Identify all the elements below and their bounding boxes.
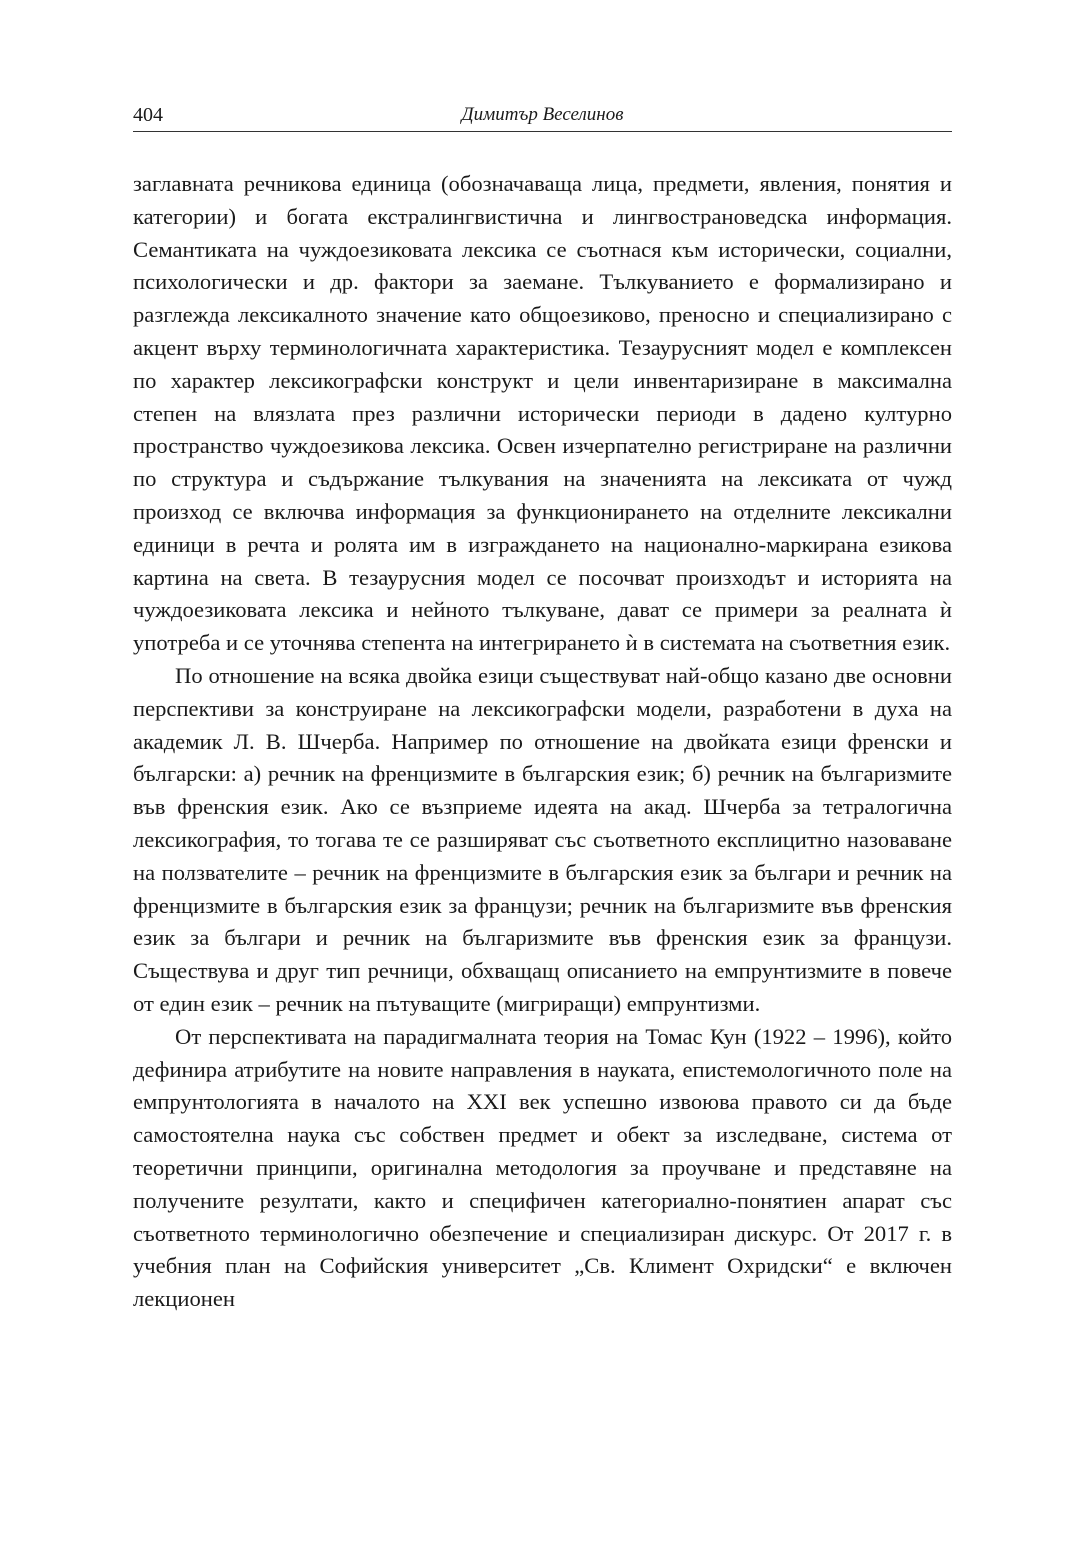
paragraph-1: заглавната речникова единица (обозначаваща лица, предмети, явления, понятия и категории) и богата екстралингвистична и лингвострановедска информация. Семантиката на чуждоезиковата лексика се съотнася към исторически, социални, психологически и др. фактори за заемане. Тълкуванието е формализирано и разглежда лексикалното значение като общоезиково, преносно и специализирано с акцент върху терминологичната характеристика. Тезаурусният модел е комплексен по характер лексикографски конструкт и цели инвентаризиране в максимална степен на влязлата през различни исторически периоди в дадено културно пространство чуждоезикова лексика. Освен изчерпателно регистриране на различни по структура и съдържание тълкувания на значенията на лексиката от чужд произход се включва информация за функционирането на отделните лексикални единици в речта и ролята им в изграждането на национално-маркирана езикова картина на света. В тезаурусния модел се посочват произходът и историята на чуждоезиковата лексика и нейното тълкуване, дават се примери за реалната ѝ употреба и се уточнява степента на интегрирането ѝ в системата на съответния език. (133, 171, 952, 656)
page-number: 404 (133, 104, 163, 126)
body-text (133, 168, 952, 1316)
page-header (133, 101, 952, 132)
paragraph-2: По отношение на всяка двойка езици съществуват най-общо казано две основни перспективи за конструиране на лексикографски модели, разработени в духа на академик Л. В. Шчерба. Например по отношение на двойката езици френски и български: а) речник на френцизмите в българския език; б) речник на българизмите във френския език. Ако се възприеме идеята на акад. Шчерба за тетралогична лексикография, то тогава те се разширяват със съответното експлицитно назоваване на ползвателите – речник на френцизмите в българския език за българи и речник на френцизмите в българския език за французи; речник на българизмите във френския език за българи и речник на българизмите във френския език за французи. Съществува и друг тип речници, обхващащ описанието на емпрунтизмите в повече от един език – речник на пътуващите (мигриращи) емпрунтизми. (133, 662, 952, 1016)
running-head-author: Димитър Веселинов (461, 104, 624, 125)
paragraph-3: От перспективата на парадигмалната теория на Томас Кун (1922 – 1996), който дефинира атрибутите на новите направления в науката, епистемологичното поле на емпрунтологията в началото на XXI век успешно извоюва правото си да бъде самостоятелна наука със собствен предмет и обект за изследване, система от теоретични принципи, оригинална методология за проучване и представяне на получените резултати, както и специфичен категориално-понятиен апарат със съответното терминологично обезпечение и специализиран дискурс. От 2017 г. в учебния план на Софийския университет „Св. Климент Охридски“ е включен лекционен (133, 1023, 952, 1312)
